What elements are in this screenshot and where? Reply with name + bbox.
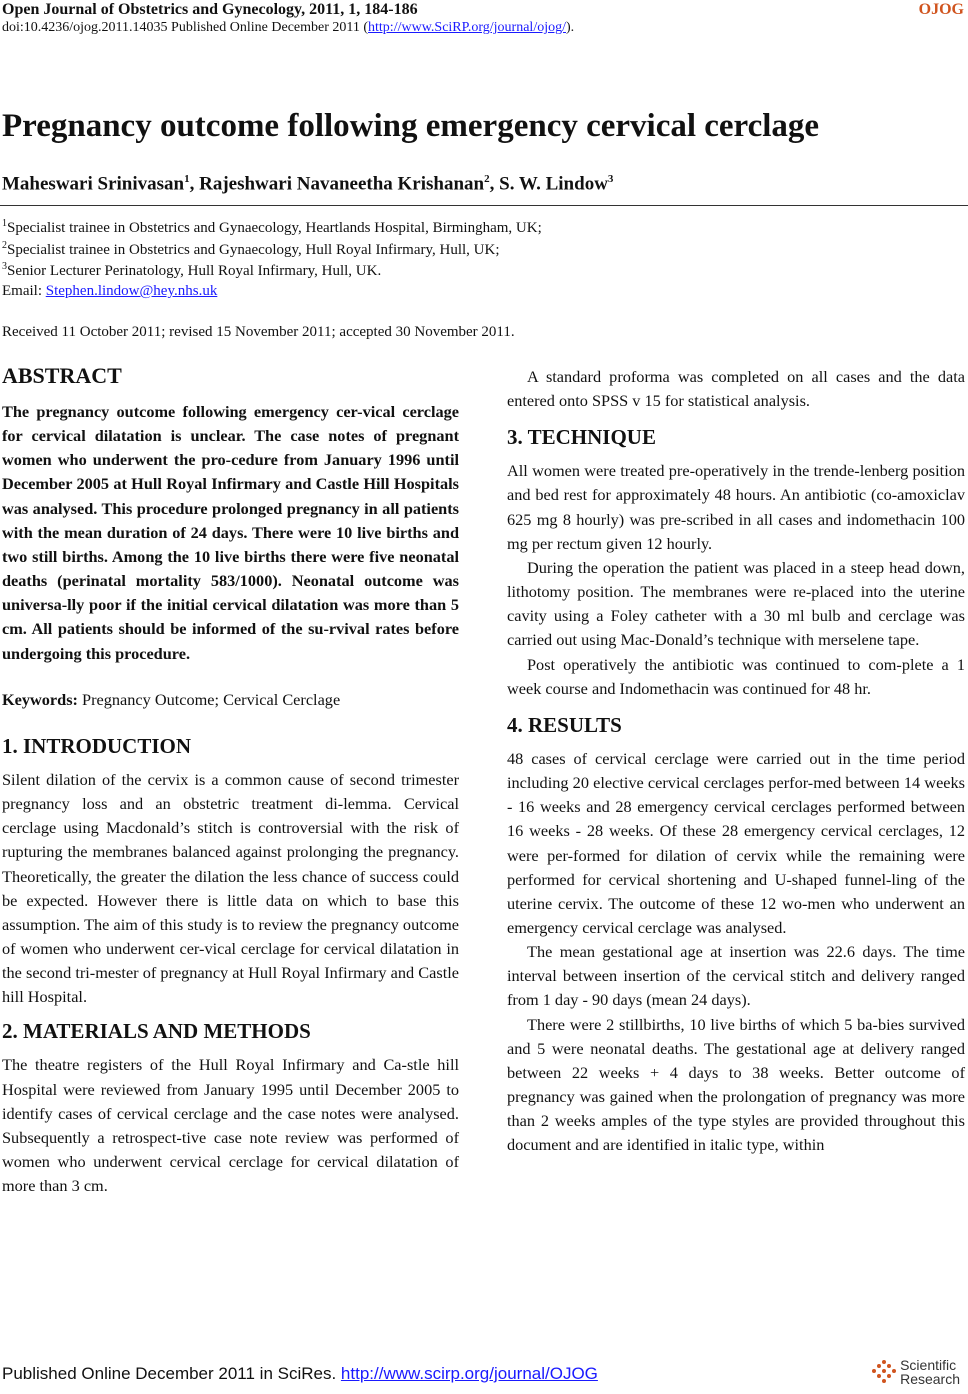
email-line xyxy=(2,283,217,300)
journal-code: OJOG xyxy=(918,1,964,18)
methods-heading: 2. MATERIALS AND METHODS xyxy=(2,1019,311,1044)
received-dates: Received 11 October 2011; revised 15 November 2011; accepted 30 November 2011. xyxy=(2,324,515,340)
affiliation-2 xyxy=(2,240,500,259)
author-sup: 2 xyxy=(484,173,490,185)
author-name: Maheswari Srinivasan xyxy=(2,173,185,195)
author-sup: 1 xyxy=(184,173,190,185)
results-paragraph-2: The mean gestational age at insertion was 22.6 days. The time interval between insertion of the cervical stitch and delivery ranged from 1 day - 90 days (mean 24 days). xyxy=(507,942,965,1010)
author-sup: 3 xyxy=(607,173,614,185)
affiliation-sup: 2 xyxy=(2,240,7,251)
keywords-line xyxy=(2,688,459,712)
publisher-logo-icon xyxy=(871,1359,897,1385)
intro-heading: 1. INTRODUCTION xyxy=(2,733,192,758)
publisher-logo-line1: Scientific xyxy=(900,1357,957,1373)
journal-header: Open Journal of Obstetrics and Gynecology, 2011, 1, 184-186 xyxy=(2,1,418,18)
author-name: S. W. Lindow xyxy=(499,173,608,195)
keywords-text: Pregnancy Outcome; Cervical Cerclage xyxy=(77,689,341,709)
doi-suffix: ). xyxy=(566,20,575,35)
affiliation-3 xyxy=(2,261,381,280)
publisher-logo xyxy=(871,1358,960,1386)
affiliation-text: Specialist trainee in Obstetrics and Gynaecology, Heartlands Hospital, Birmingham, UK; xyxy=(7,220,542,236)
email-link[interactable]: Stephen.lindow@hey.nhs.uk xyxy=(45,283,218,299)
results-paragraph-3: There were 2 stillbirths, 10 live births of which 5 ba-bies survived and 5 were neonatal deaths. The gestational age at delivery ranged between 22 weeks + 4 days to 38 weeks. Better outcome of pregnancy was gained when the prolongation of pregnancy was more than 2 weeks amples of the type styles are provided throughout this document and are identified in italic type, within xyxy=(507,1014,965,1155)
author-list xyxy=(2,173,613,195)
paper-title: Pregnancy outcome following emergency cervical cerclage xyxy=(2,108,820,144)
affiliation-text: Specialist trainee in Obstetrics and Gynaecology, Hull Royal Infirmary, Hull, UK; xyxy=(7,242,500,258)
affiliation-sup: 1 xyxy=(2,218,7,229)
left-column xyxy=(2,364,459,1198)
results-heading: 4. RESULTS xyxy=(507,712,622,737)
technique-heading: 3. TECHNIQUE xyxy=(507,425,656,450)
publisher-logo-line2: Research xyxy=(900,1371,960,1387)
methods-paragraph-2: A standard proforma was completed on all cases and the data entered onto SPSS v 15 for statistical analysis. xyxy=(507,367,965,411)
doi-text: doi:10.4236/ojog.2011.14035 Published Online December 2011 ( xyxy=(2,20,369,35)
author-name: Rajeshwari Navaneetha Krishanan xyxy=(199,173,485,195)
technique-paragraph-1: All women were treated pre-operatively in the trende-lenberg position and bed rest for approximately 48 hours. An antibiotic (co-amoxiclav 625 mg 8 hourly) was pre-scribed in all cases and indomethacin 100 mg per rectum given 12 hourly. xyxy=(507,461,965,553)
affiliation-1 xyxy=(2,218,542,237)
methods-paragraph-1: The theatre registers of the Hull Royal Infirmary and Ca-stle hill Hospital were reviewed from January 1995 until December 2005 to identify cases of cervical cerclage and the case notes were analysed. Subsequently a retrospect-tive case note review was performed of women who underwent cervical cerclage for cervical dilatation of more than 3 cm. xyxy=(2,1055,459,1196)
technique-paragraph-2: During the operation the patient was placed in a steep head down, lithotomy position. The membranes were re-placed into the uterine cavity using a Foley catheter with a 30 ml bulb and cerclage was carried out using Mac-Donald’s technique with merselene tape. xyxy=(507,557,965,650)
right-column xyxy=(507,365,965,1158)
header-divider xyxy=(0,205,968,206)
footer-link[interactable]: http://www.scirp.org/journal/OJOG xyxy=(340,1364,598,1383)
intro-paragraph: Silent dilation of the cervix is a common cause of second trimester pregnancy loss and an obstetric treatment di-lemma. Cervical cerclage using Macdonald’s stitch is controversial with the risk of rupturing the membranes balanced against prolonging the pregnancy. Theoretically, the greater the dilation the less chance of success could be expected. However there is little data on which to base this assumption. The aim of this study is to review the pregnancy outcome of women who underwent cer-vical cerclage for cervical dilatation in the second tri-mester of pregnancy at Hull Royal Infirmary and Castle hill Hospital. xyxy=(2,769,459,1007)
abstract-text: The pregnancy outcome following emergency cer-vical cerclage for cervical dilatation is unclear. The case notes of pregnant women who underwent the pro-cedure from January 1996 until December 2005 at Hull Royal Infirmary and Castle Hill Hospitals was analysed. This procedure prolonged pregnancy in all patients with the mean duration of 24 days. There were 10 live births and two still births. Among the 10 live births there were five neonatal deaths (perinatal mortality 583/1000). Neonatal outcome was universa-lly poor if the initial cervical dilatation was more than 5 cm. All patients should be informed of the su-rvival rates before undergoing this procedure. xyxy=(2,402,459,663)
journal-link[interactable]: http://www.SciRP.org/journal/ojog/ xyxy=(368,20,566,35)
page-footer xyxy=(2,1364,598,1384)
results-paragraph-1: 48 cases of cervical cerclage were carried out in the time period including 20 elective cervical cerclages perfor-med between 14 weeks - 16 weeks and 28 emergency cervical cerclages performed between 16 weeks - 28 weeks. Of these 28 emergency cervical cerclages, 12 were per-formed for dilation of cervix while the remaining were performed for cervical shortening and U-shaped funnel-ling of the uterine cervix. The outcome of these 12 wo-men who underwent an emergency cervical cerclage was analysed. xyxy=(507,748,965,937)
doi-line xyxy=(2,20,574,36)
email-label: Email: xyxy=(2,283,46,299)
abstract-heading: ABSTRACT xyxy=(2,363,122,388)
keywords-label: Keywords: xyxy=(2,689,78,709)
technique-paragraph-3: Post operatively the antibiotic was continued to com-plete a 1 week course and Indomethacin was continued for 48 hr. xyxy=(507,654,965,698)
author-sep: , xyxy=(489,173,500,195)
author-sep: , xyxy=(189,173,200,195)
footer-text: Published Online December 2011 in SciRes. xyxy=(2,1364,341,1383)
affiliation-text: Senior Lecturer Perinatology, Hull Royal Infirmary, Hull, UK. xyxy=(7,263,382,279)
affiliation-sup: 3 xyxy=(2,261,7,272)
